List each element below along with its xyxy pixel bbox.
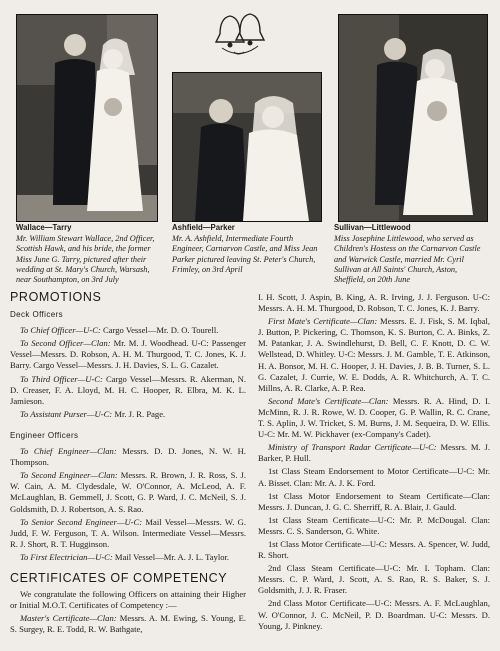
caption-wallace-tarry <box>16 223 164 285</box>
wedding-photo-wallace-tarry <box>16 14 158 222</box>
deck-item: To Chief Officer—U-C: Cargo Vessel—Mr. D. O. Tourell. <box>20 325 219 336</box>
engineer-item: To Second Engineer—Clan: Messrs. R. Brown, J. R. Ross, S. J. W. Cain, A. M. Clydesdale, W. O'Connor, A. McLeod, A. F. McLaughlan, B. Gemmell, J. Scott, G. P. Ward, J. C. McNeil, S. J. Goldsmith, D. J. Robertson, A. S. Rao. <box>10 470 246 514</box>
caption-text: Mr. A. Ashfield, Intermediate Fourth Engineer, Carnarvon Castle, and Miss Jean Parker pictured leaving St. Peter's Church, Frimley, on 3rd April <box>172 234 318 274</box>
cert-item: 1st Class Motor Certificate—U-C: Messrs. A. Spencer, W. Judd, R. Short. <box>258 538 490 561</box>
cert-item: Ministry of Transport Radar Certificate—U-C: Messrs. M. J. Barker, P. Hull. <box>258 442 491 464</box>
caption-text: Mr. William Stewart Wallace, 2nd Officer, Scottish Hawk, and his bride, the former Miss June G. Tarry, pictured after their wedding at St. Mary's Church, Warsash, near Southampton, on 3rd July <box>16 234 155 285</box>
caption-sullivan-littlewood <box>334 223 488 285</box>
cert-item: First Mate's Certificate—Clan: Messrs. E. J. Fisk, S. M. Iqbal, J. Button, P. Pickering, C. Thomson, K. S. Burton, C. A. Binks, Z. M. Patankar, J. A. Swindlehurst, D. Bell, C. F. Knott, D. C. W. Wellstead, D. Whitley. U-C: Messrs. J. M. Gamble, T. E. Atkinson, H. A. Bonsor, M. H. C. Hooper, J. H. Davies, J. B. B. Turner, S. L. G. Cazalet, J. Currie, W. E. Dodds, A. R. Whitchurch, A. T. C. Millns, A. R. Clarke, A. P. Rea. <box>258 316 490 393</box>
engineer-officers-heading: Engineer Officers <box>10 430 79 440</box>
engineer-item: To First Electrician—U-C: Mail Vessel—Mr. A. J. L. Taylor. <box>20 551 230 562</box>
caption-title: Wallace—Tarry <box>16 223 72 232</box>
deck-item: To Third Officer—U-C: Cargo Vessel—Messrs. R. Akerman, N. D. Creaser, F. A. Lloyd, M. H. C. Hooper, R. Elbra, M. K. L. Jamieson. <box>10 373 246 406</box>
deck-item: To Second Officer—Clan: Mr. M. J. Woodhead. U-C: Passenger Vessel—Messrs. D. Robson, A. H. M. Thurgood, T. C. Jones, K. J. Barry. Cargo Vessel—Messrs. J. H. Davies, S. L. G. Cazalet. <box>10 338 246 371</box>
cert-item: 2nd Class Motor Certificate—U-C: Messrs. A. F. McLaughlan, W. O'Connor, J. C. McNeil, P. D. Boardman. U-C: Messrs. D. Young, J. Pinkney. <box>258 598 490 631</box>
cert-item: 1st Class Steam Endorsement to Motor Certificate—U-C: Mr. A. Bisset. Clan: Mr. A. J. K. Ford. <box>258 466 490 488</box>
wedding-bells-icon <box>208 8 272 60</box>
certificates-intro: We congratulate the following Officers on attaining their Higher or Initial M.O.T. Certificates of Competency :— <box>10 589 246 611</box>
cert-item: 2nd Class Steam Certificate—U-C: Mr. I. Topham. Clan: Messrs. C. P. Ward, J. Scott, A. S. Rao, R. S. Baker, S. J. Goldsmith, J. J. R. Fraser. <box>258 563 490 596</box>
promotions-heading: PROMOTIONS <box>10 290 102 304</box>
deck-officers-heading: Deck Officers <box>10 310 64 320</box>
engineer-item: To Senior Second Engineer—U-C: Mail Vessel—Messrs. W. G. Judd, F. W. Ferguson, T. A. Wilson. Intermediate Vessel—Messrs. R. J. Short, R. T. Hugginson. <box>10 516 246 549</box>
certificates-heading: CERTIFICATES OF COMPETENCY <box>10 570 228 585</box>
cert-item: 1st Class Motor Endorsement to Steam Certificate—Clan: Messrs. J. Duncan, J. G. C. Sherriff, R. A. Blair, J. Gauld. <box>258 490 490 512</box>
caption-title: Ashfield—Parker <box>172 223 235 232</box>
right-column <box>258 292 490 634</box>
cert-item: Second Mate's Certificate—Clan: Messrs. R. A. Hind, D. I. McMinn, R. J. R. Rowe, W. D. Cooper, G. P. Wallin, R. C. Crane, T. S. Aplin, J. W. Tricket, S. M. Burns, J. M. Sequeira, D. W. Ellis. U-C: Mr. M. W. Pickhaver (ex-Company's Cadet). <box>258 395 490 440</box>
caption-text: Miss Josephine Littlewood, who served as Children's Hostess on the Carnarvon Castle and Warwick Castle, married Mr. Cyril Sullivan at All Saints' Church, Aston, Sheffield, on 20th June <box>334 234 481 285</box>
caption-ashfield-parker <box>172 223 324 275</box>
cert-item: I. H. Scott, J. Aspin, B. King, A. R. Irving, J. J. Ferguson. U-C: Messrs. A. H. M. Thurgood, D. Robson, T. C. Jones, K. J. Barry. <box>258 292 490 314</box>
deck-officers-list <box>10 325 246 420</box>
wedding-photo-sullivan-littlewood <box>338 14 488 222</box>
engineer-officers-list <box>10 446 246 563</box>
left-column <box>10 292 246 637</box>
wedding-photo-ashfield-parker <box>172 72 322 222</box>
masters-certificate: Master's Certificate—Clan: Messrs. A. M. Ewing, S. Young, E. S. Surgey, R. E. Todd, R. W. Bathgate, <box>10 613 246 635</box>
engineer-item: To Chief Engineer—Clan: Messrs. D. D. Jones, N. W. H. Thompson. <box>10 446 246 468</box>
deck-item: To Assistant Purser—U-C: Mr. J. R. Page. <box>20 408 166 419</box>
cert-item: 1st Class Steam Certificate—U-C: Mr. P. McDougal. Clan: Messrs. C. S. Sanderson, G. White. <box>258 514 490 536</box>
caption-title: Sullivan—Littlewood <box>334 223 411 232</box>
